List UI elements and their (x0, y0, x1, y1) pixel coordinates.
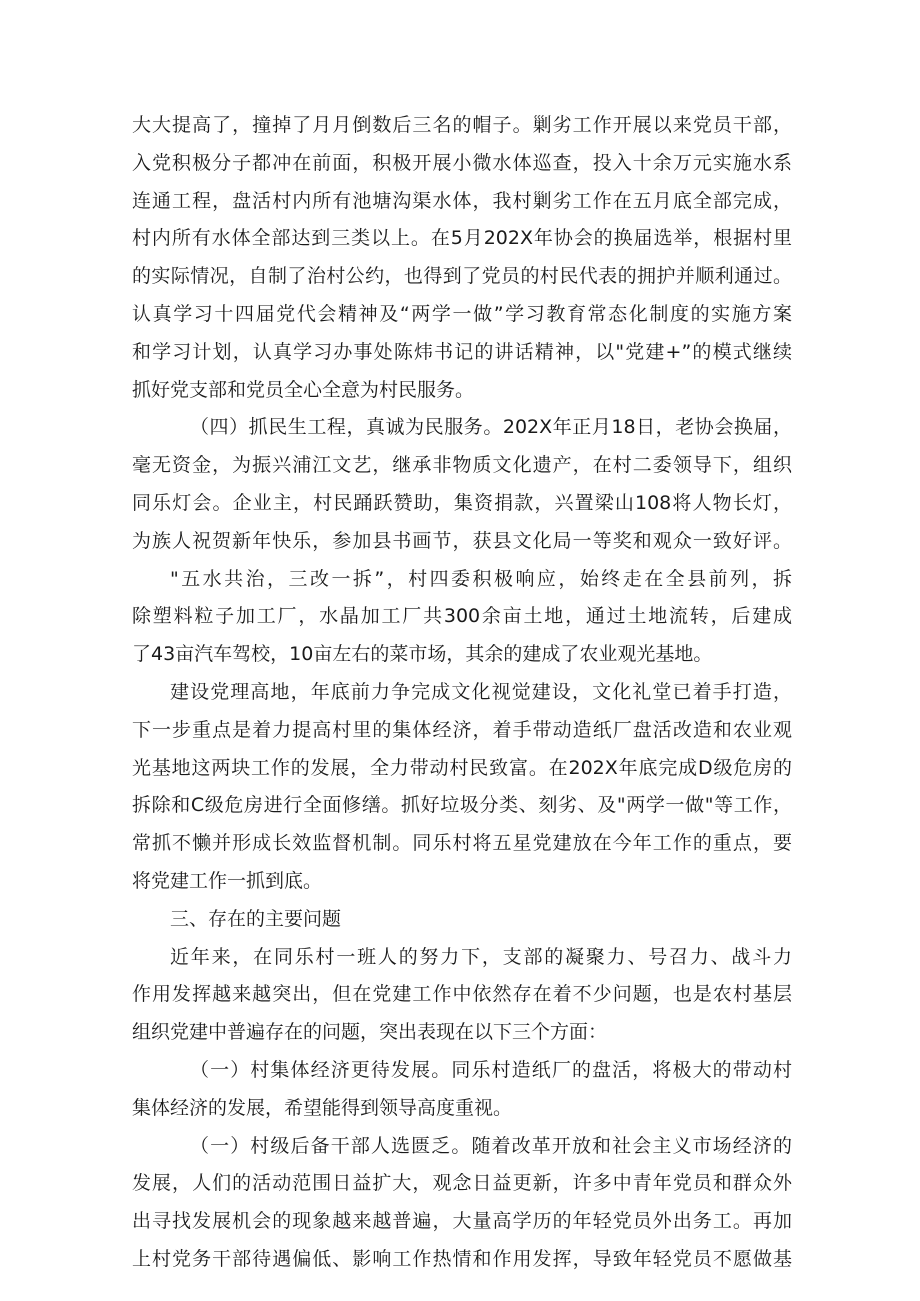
document-body (132, 107, 792, 1279)
text-line: 大大提高了，撞掉了月月倒数后三名的帽子。剿劣工作开展以来党员干部， (132, 114, 792, 136)
text-line: 了43亩汽车驾校，10亩左右的菜市场，其余的建成了农业观光基地。 (132, 643, 713, 666)
text-line: 除塑料粒子加工厂，水晶加工厂共300余亩土地，通过土地流转，后建成 (132, 605, 792, 628)
text-line: 入党积极分子都冲在前面，积极开展小微水体巡查，投入十余万元实施水系 (132, 151, 792, 174)
text-line: 光基地这两块工作的发展，全力带动村民致富。在202X年底完成D级危房的 (132, 756, 792, 779)
text-line: 的实际情况，自制了治村公约，也得到了党员的村民代表的拥护并顺利通过。 (132, 265, 792, 288)
text-line: 上村党务干部待遇偏低、影响工作热情和作用发挥，导致年轻党员不愿做基 (132, 1247, 792, 1270)
text-line: "五水共治，三改一拆”，村四委积极响应，始终走在全县前列，拆 (170, 567, 792, 590)
text-line: 作用发挥越来越突出，但在党建工作中依然存在着不少问题，也是农村基层 (132, 983, 792, 1006)
text-line: 发展，人们的活动范围日益扩大，观念日益更新，许多中青年党员和群众外 (132, 1172, 792, 1195)
text-line: 将党建工作一抓到底。 (132, 869, 323, 892)
text-line: （一）村级后备干部人选匮乏。随着改革开放和社会主义市场经济的 (190, 1134, 792, 1157)
text-line: 常抓不懒并形成长效监督机制。同乐村将五星党建放在今年工作的重点，要 (132, 832, 792, 855)
text-line: 认真学习十四届党代会精神及“两学一做”学习教育常态化制度的实施方案 (132, 302, 792, 325)
text-line: 为族人祝贺新年快乐，参加县书画节，获县文化局一等奖和观众一致好评。 (132, 529, 792, 552)
text-line: 组织党建中普遍存在的问题，突出表现在以下三个方面： (132, 1021, 608, 1044)
text-line: （一）村集体经济更待发展。同乐村造纸厂的盘活，将极大的带动村 (190, 1058, 792, 1081)
text-line: 毫无资金，为振兴浦江文艺，继承非物质文化遗产，在村二委领导下，组织 (132, 454, 792, 477)
text-line: 村内所有水体全部达到三类以上。在5月202X年协会的换届选举，根据村里 (132, 227, 792, 250)
text-line: 下一步重点是着力提高村里的集体经济，着手带动造纸厂盘活改造和农业观 (132, 718, 792, 741)
text-line: 拆除和C级危房进行全面修缮。抓好垃圾分类、刻劣、及"两学一做"等工作， (132, 794, 792, 817)
text-line: 连通工程，盘活村内所有池塘沟渠水体，我村剿劣工作在五月底全部完成， (132, 189, 792, 212)
text-line: 近年来，在同乐村一班人的努力下，支部的凝聚力、号召力、战斗力 (170, 945, 792, 968)
text-line: （四）抓民生工程，真诚为民服务。202X年正月18日，老协会换届， (190, 416, 792, 439)
text-line: 和学习计划，认真学习办事处陈炜书记的讲话精神，以"党建+”的模式继续 (132, 340, 792, 363)
text-line: 建设党理高地，年底前力争完成文化视觉建设，文化礼堂已着手打造， (170, 680, 792, 703)
section-heading: 三、存在的主要问题 (170, 907, 342, 930)
text-line: 同乐灯会。企业主，村民踊跃赞助，集资捐款，兴置梁山108将人物长灯， (132, 491, 792, 514)
text-line: 集体经济的发展，希望能得到领导高度重视。 (132, 1096, 513, 1119)
text-line: 出寻找发展机会的现象越来越普遍，大量高学历的年轻党员外出务工。再加 (132, 1210, 792, 1233)
text-line: 抓好党支部和党员全心全意为村民服务。 (132, 378, 475, 401)
